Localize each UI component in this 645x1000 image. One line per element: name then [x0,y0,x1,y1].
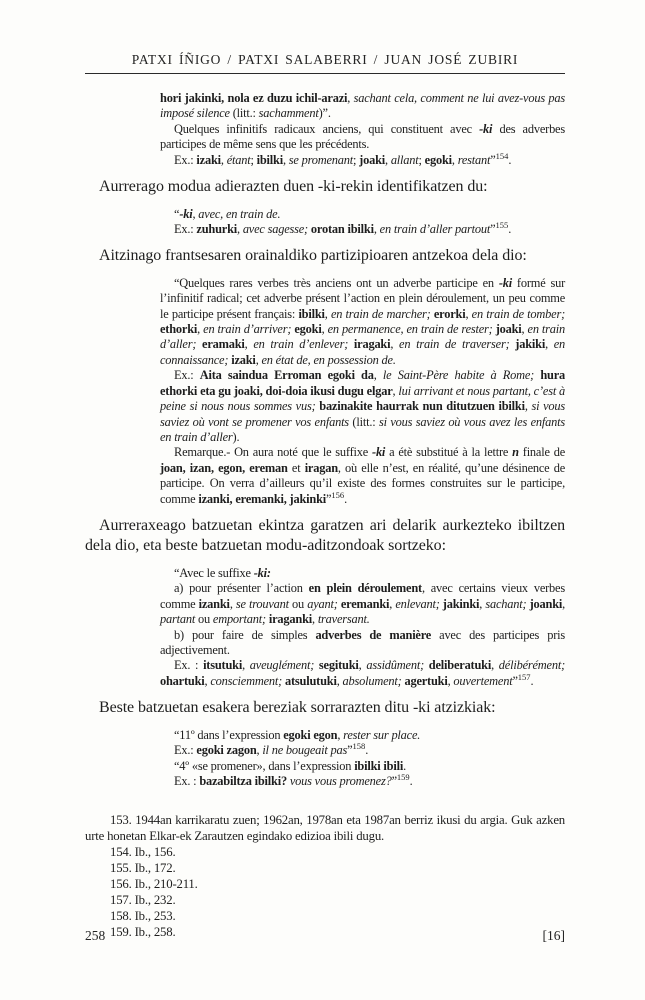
text-segment: joaki [359,152,386,167]
text-segment: egoki [424,152,452,167]
text-segment: formé sur l’infinitif radical; cet adverbe présent l’action en plein déroulement, un peu comme le participe présent français: [160,275,565,321]
text-segment: Ex. : [174,773,200,788]
text-segment: en connaissance; [160,337,566,367]
text-segment: a) pour présenter l’action [174,581,309,596]
quotation-block [160,207,565,238]
text-segment: se trouvant [235,596,289,611]
text-segment: Aita saindua Erroman egoki da [199,368,374,383]
text-segment: emportant; [212,612,266,627]
text-segment: erorki [433,306,466,321]
footnote-item: 154. Ib., 156. [110,845,176,860]
paragraph [160,759,565,774]
paragraph [160,445,565,507]
text-segment: iragaki [353,337,391,352]
text-segment: eremanki [340,596,390,611]
text-segment: , où elle n’est, en réalité, qu’une désinence de participe. On verra d’ailleurs qu’il existe des formes construites sur le participe, comme [160,460,565,506]
text-segment: a étè substitué à la lettre [385,445,513,460]
text-segment: agertuki [404,673,448,688]
text-segment: il ne bougeait pas [262,743,348,758]
text-segment: ethorki [160,322,198,337]
text-segment: , [389,596,396,611]
text-segment: sachant cela, comment ne lui avez-vous pas imposé silence [160,91,566,121]
text-segment: si vous saviez où vous avez les enfants en train d’aller [160,414,565,444]
text-segment: en train de traverser; [399,337,510,352]
text-segment: Aitzinago frantsesaren orainaldiko partizipioaren antzekoa dela dio: [99,247,527,265]
paragraph [85,698,565,719]
text-segment: bazinakite haurrak nun ditutzuen ibilki [319,399,525,414]
text-segment: segituki [318,658,359,673]
paragraph [160,628,565,659]
text-segment: zuhurki [196,221,238,236]
text-segment: -ki [498,275,512,290]
text-segment: joaki [495,322,522,337]
text-segment: -ki [479,121,493,136]
paragraph [85,177,565,198]
text-segment: Ex.: [174,152,197,167]
text-segment: Quelques infinitifs radicaux anciens, qui constituent avec [174,121,480,136]
text-segment: , [562,596,566,611]
text-segment: ” [326,491,332,506]
text-segment: iragan [304,460,338,475]
text-segment: allant [390,152,419,167]
text-segment: ibilki [298,306,325,321]
paragraph [85,516,565,557]
text-segment: se promenant [288,152,354,167]
text-segment: egoki egon [283,727,338,742]
text-segment: bazabiltza ibilki? [199,773,287,788]
text-segment: “11º dans l’expression [174,727,284,742]
text-segment: , [447,673,454,688]
body-paragraph [85,698,565,719]
text-segment: , avec certains vieux verbes comme [160,581,565,611]
sheet-number: [16] [542,928,565,943]
text-segment: , [521,322,528,337]
text-segment: en train d’arriver; [203,322,292,337]
text-segment: iraganki [268,612,313,627]
text-segment: jakiki [515,337,546,352]
text-segment: , [229,596,236,611]
text-segment: egoki zagon [196,743,257,758]
text-segment: en état de, en possession de. [261,352,396,367]
text-segment: , [220,152,227,167]
text-segment: izaki [231,352,256,367]
paragraph [160,566,565,581]
footnote-ref: 158 [352,740,366,751]
quotation-block [160,276,565,507]
text-segment: des adverbes participes de même sens que les précédents. [160,121,565,152]
text-segment: -ki [179,206,193,221]
paragraph [160,91,565,122]
quotation-block [160,91,565,168]
text-segment: ” [490,221,496,236]
paragraph [160,771,565,789]
footnote-item: 156. Ib., 210-211. [110,876,198,891]
text-segment: izaki [196,152,221,167]
text-segment: , [282,152,289,167]
text-segment: en train d’aller partout [379,221,491,236]
body-paragraph [85,246,565,267]
text-segment: , [321,322,328,337]
text-segment: Aurreraxeago batzuetan ekintza garatzen ari delarik aurkezteko ibiltzen dela dio, eta beste batzuetan modu-aditzondoak sortzeko: [85,516,565,555]
text-segment: sachant; [485,596,527,611]
text-segment: n [512,445,519,460]
text-segment: , [204,673,211,688]
quotation-block [160,728,565,790]
text-segment: adverbes de manière [315,627,432,642]
page-footer [85,928,565,944]
text-segment: -ki: [253,565,271,580]
paragraph [160,581,565,627]
text-segment: ouvertement [453,673,513,688]
text-segment: , [479,596,486,611]
text-segment: Ex. : [174,658,204,673]
text-segment: , [237,221,243,236]
text-segment: , [390,337,400,352]
text-segment: “ [174,206,180,221]
text-segment: , [545,337,554,352]
text-segment: en permanence, en train de rester; [327,322,493,337]
text-segment: sachamment [258,106,319,121]
text-segment: eramaki [202,337,245,352]
footnote-item: 158. Ib., 253. [110,908,176,923]
text-segment: Remarque.- On aura noté que le suffixe [174,445,373,460]
text-segment: , [255,352,262,367]
text-segment: vous vous promenez? [289,773,392,788]
text-segment: en train de marcher; [330,306,431,321]
text-segment: , [373,368,383,383]
footnote-item: 159. Ib., 258. [110,924,176,939]
text-segment: , [347,91,354,105]
text-segment: le Saint-Père habite à Rome; [382,368,535,383]
running-header: PATXI ÍÑIGO / PATXI SALABERRI / JUAN JOSÉ ZUBIRI [131,52,519,67]
text-segment: , [524,399,532,414]
text-segment: et [287,460,305,475]
paragraph [160,276,565,368]
footnote-item: 157. Ib., 232. [110,892,176,907]
text-segment: izanki [198,596,230,611]
quotation-block [160,566,565,689]
body-paragraph [85,177,565,198]
text-segment: , [336,673,343,688]
text-segment: , [451,152,458,167]
text-segment: ibilki ibili [354,758,404,773]
text-segment: ” [490,152,496,167]
text-segment: avec sagesse; [242,221,308,236]
text-segment: en train de tomber; [471,306,565,321]
text-segment: aveuglément; [249,658,315,673]
text-segment: ayant; [307,596,338,611]
text-segment: délibérément; [498,658,566,673]
text-segment: restant [457,152,491,167]
footnote-item: 155. Ib., 172. [110,861,176,876]
text-segment: jakinki [442,596,480,611]
text-segment: egoki [294,322,322,337]
text-segment: , [465,306,472,321]
text-segment: , [256,743,263,758]
text-segment: ibilki [256,152,283,167]
text-segment: absolument; [342,673,402,688]
text-segment: (litt.: [348,414,379,429]
text-segment: . [365,743,369,758]
text-segment: Beste batzuetan esakera bereziak sorrarazten ditu -ki atzizkiak: [99,699,496,717]
document-body [85,91,565,789]
text-segment: ; [353,152,360,167]
header-rule [85,73,565,74]
footnotes [85,813,565,940]
text-segment: partant [160,612,196,627]
paragraph [160,658,565,689]
text-segment: “4º «se promener», dans l’expression [174,758,355,773]
text-segment: )”. [318,106,331,121]
text-segment: , [312,612,318,627]
footnote-ref: 154 [495,150,509,161]
text-segment: . [409,773,413,788]
footnote-ref: 155 [495,219,509,230]
text-segment: en train d’enlever; [253,337,349,352]
text-segment: , [385,152,391,167]
body-paragraph [85,516,565,557]
text-segment: , [337,727,344,742]
text-segment: étant [226,152,251,167]
text-segment: ; [418,152,425,167]
text-segment: “Avec le suffixe [174,565,254,580]
text-segment: , [358,658,367,673]
paragraph [160,150,565,168]
text-segment: Ex.: [174,368,200,383]
text-segment: en train d’aller; [160,322,566,352]
text-segment: , [491,658,499,673]
footnote-item: 153. 1944an karrikaratu zuen; 1962an, 1978an eta 1987an berriz ikusi du argia. Guk azken urte honetan Elkar-ek Zarautzen egindako edizioa ibili dugu. [85,813,565,844]
text-segment: deliberatuki [428,658,492,673]
text-segment: rester sur place. [343,727,421,742]
text-segment: , [197,322,204,337]
page-number: 258 [85,928,106,943]
text-segment: . [344,491,347,506]
paragraph [160,219,565,237]
text-segment: -ki [372,445,386,460]
text-segment: b) pour faire de simples [174,627,316,642]
text-segment: joanki [529,596,563,611]
text-segment: ” [347,743,353,758]
text-segment: ; [250,152,257,167]
text-segment: “Quelques rares verbes très anciens ont un adverbe participe en [174,275,499,290]
paragraph [160,122,565,153]
text-segment: itsutuki [203,658,243,673]
text-segment: ” [512,673,518,688]
text-segment: ou [288,596,308,611]
text-segment: . [403,758,407,773]
text-segment: , [392,383,399,398]
footnote-ref: 156 [331,489,345,500]
text-segment: . [530,673,534,688]
text-segment: . [508,221,512,236]
text-segment: ” [391,773,397,788]
text-segment: joan, izan, egon, ereman [160,460,288,475]
paragraph [160,368,565,445]
text-segment: traversant. [317,612,370,627]
text-segment: (litt.: [229,106,259,121]
text-segment: hori jakinki, nola ez duzu ichil-arazi [160,91,348,105]
text-segment: atsulutuki [284,673,337,688]
text-segment: avec, en train de. [198,206,281,221]
text-segment: consciemment; [210,673,283,688]
text-segment: en plein déroulement [308,581,422,596]
text-segment: avec des participes pris adjectivement. [160,627,565,657]
text-segment: izanki, eremanki, jakinki [198,491,327,506]
text-segment: ohartuki [160,673,205,688]
text-segment: ou [195,612,213,627]
footnote-ref: 159 [396,771,410,782]
text-segment: , [242,658,250,673]
text-segment: Ex.: [174,221,197,236]
text-segment: , [192,206,199,221]
text-segment: lui arrivant et nous partant, c’est à peine si nous nous sommes vus; [160,383,566,414]
text-segment: finale de [518,445,565,460]
text-segment: . [508,152,512,167]
text-segment: Aurrerago modua adierazten duen -ki-rekin identifikatzen du: [99,178,488,196]
footnote-ref: 157 [517,671,531,682]
text-segment: enlevant; [395,596,440,611]
text-segment: hura ethorki eta gu joaki, doi-doia ikusi dugu elgar [160,368,566,398]
text-segment: , [373,221,380,236]
text-segment: orotan ibilki [310,221,374,236]
text-segment: si vous saviez où vont se promener vos enfants [160,399,566,429]
text-segment: assidûment; [366,658,425,673]
paragraph [85,246,565,267]
text-segment: ). [232,429,240,444]
text-segment: Ex.: [174,743,197,758]
text-segment: , [244,337,254,352]
text-segment: , [324,306,331,321]
paragraph [160,740,565,758]
